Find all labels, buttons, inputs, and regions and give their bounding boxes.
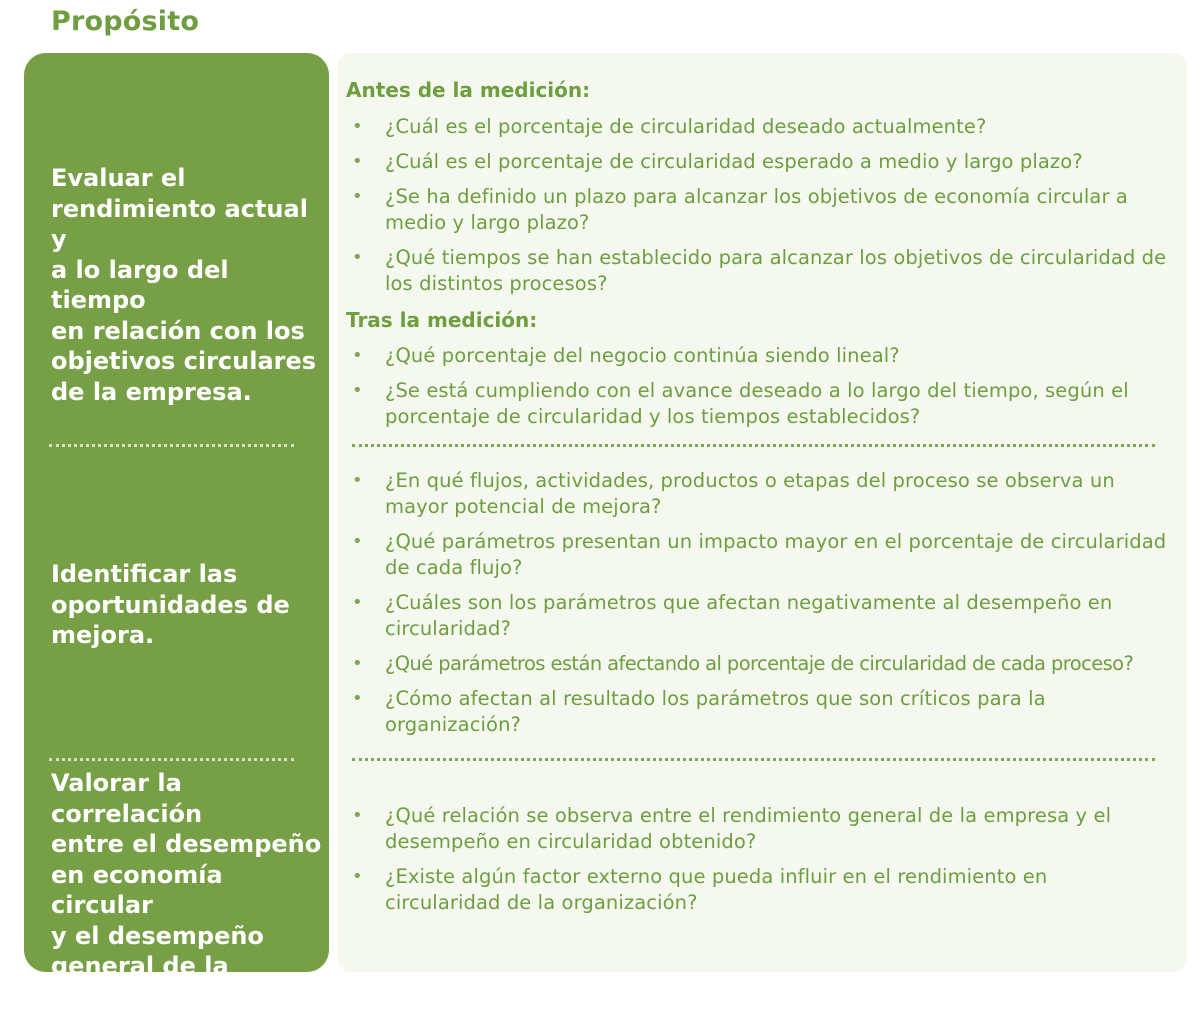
list-item: • ¿Cuál es el porcentaje de circularidad esperado a medio y largo plazo? xyxy=(352,149,1167,175)
list-item: • ¿Qué porcentaje del negocio continúa siendo lineal? xyxy=(352,343,1167,369)
bullet: • xyxy=(352,468,363,494)
purpose-line: entre el desempeño xyxy=(51,829,326,860)
list-item: • ¿En qué flujos, actividades, productos o etapas del proceso se observa un mayor potencial de mejora? xyxy=(352,468,1167,520)
bullet: • xyxy=(352,590,363,616)
page-title: Propósito xyxy=(51,6,199,37)
list-item: • ¿Existe algún factor externo que pueda influir en el rendimiento en circularidad de la organización? xyxy=(352,864,1167,916)
bullet: • xyxy=(352,651,362,677)
row-divider-right xyxy=(352,758,1155,761)
list-item: • ¿Se está cumpliendo con el avance deseado a lo largo del tiempo, según el porcentaje de circularidad y los tiempos establecidos? xyxy=(352,378,1167,430)
purpose-correlate xyxy=(51,768,326,1012)
list-item: • ¿Qué tiempos se han establecido para alcanzar los objetivos de circularidad de los distintos procesos? xyxy=(352,245,1167,297)
list-item: • ¿Qué relación se observa entre el rendimiento general de la empresa y el desempeño en circularidad obtenido? xyxy=(352,803,1167,855)
row-divider-right xyxy=(352,444,1155,447)
bullet: • xyxy=(352,343,363,369)
bullet: • xyxy=(352,149,363,175)
before-questions-list xyxy=(352,114,1167,297)
purpose-line: rendimiento actual y xyxy=(51,194,326,255)
purpose-line: compañía. xyxy=(51,982,326,1012)
list-item: • ¿Qué parámetros presentan un impacto mayor en el porcentaje de circularidad de cada flujo? xyxy=(352,529,1167,581)
improvement-questions-list xyxy=(352,468,1167,738)
bullet: • xyxy=(352,378,363,404)
purpose-line: a lo largo del tiempo xyxy=(51,255,326,316)
list-item: • ¿Qué parámetros están afectando al porcentaje de circularidad de cada proceso? xyxy=(352,651,1167,677)
purpose-line: y el desempeño xyxy=(51,921,326,952)
bullet: • xyxy=(352,245,363,271)
bullet: • xyxy=(352,184,363,210)
purpose-evaluate xyxy=(51,163,326,407)
purpose-line: Identificar las xyxy=(51,559,326,590)
row-divider-left xyxy=(49,758,294,761)
purpose-identify xyxy=(51,559,326,651)
correlation-questions-list xyxy=(352,803,1167,916)
after-questions-list xyxy=(352,343,1167,430)
purpose-line: mejora. xyxy=(51,620,326,651)
bullet: • xyxy=(352,686,363,712)
bullet: • xyxy=(352,864,363,890)
after-measurement-heading: Tras la medición: xyxy=(346,308,537,332)
bullet: • xyxy=(352,114,363,140)
purpose-line: en economía circular xyxy=(51,860,326,921)
purpose-line: general de la xyxy=(51,951,326,982)
bullet: • xyxy=(352,803,363,829)
purpose-line: Valorar la correlación xyxy=(51,768,326,829)
purpose-line: Evaluar el xyxy=(51,163,326,194)
bullet: • xyxy=(352,529,363,555)
purpose-line: de la empresa. xyxy=(51,377,326,408)
list-item: • ¿Cuáles son los parámetros que afectan negativamente al desempeño en circularidad? xyxy=(352,590,1167,642)
row-divider-left xyxy=(49,444,294,447)
before-measurement-heading: Antes de la medición: xyxy=(346,78,590,102)
purpose-line: oportunidades de xyxy=(51,590,326,621)
purpose-line: objetivos circulares xyxy=(51,346,326,377)
list-item: • ¿Cuál es el porcentaje de circularidad deseado actualmente? xyxy=(352,114,1167,140)
purpose-line: en relación con los xyxy=(51,316,326,347)
list-item: • ¿Cómo afectan al resultado los parámetros que son críticos para la organización? xyxy=(352,686,1167,738)
list-item: • ¿Se ha definido un plazo para alcanzar los objetivos de economía circular a medio y largo plazo? xyxy=(352,184,1167,236)
